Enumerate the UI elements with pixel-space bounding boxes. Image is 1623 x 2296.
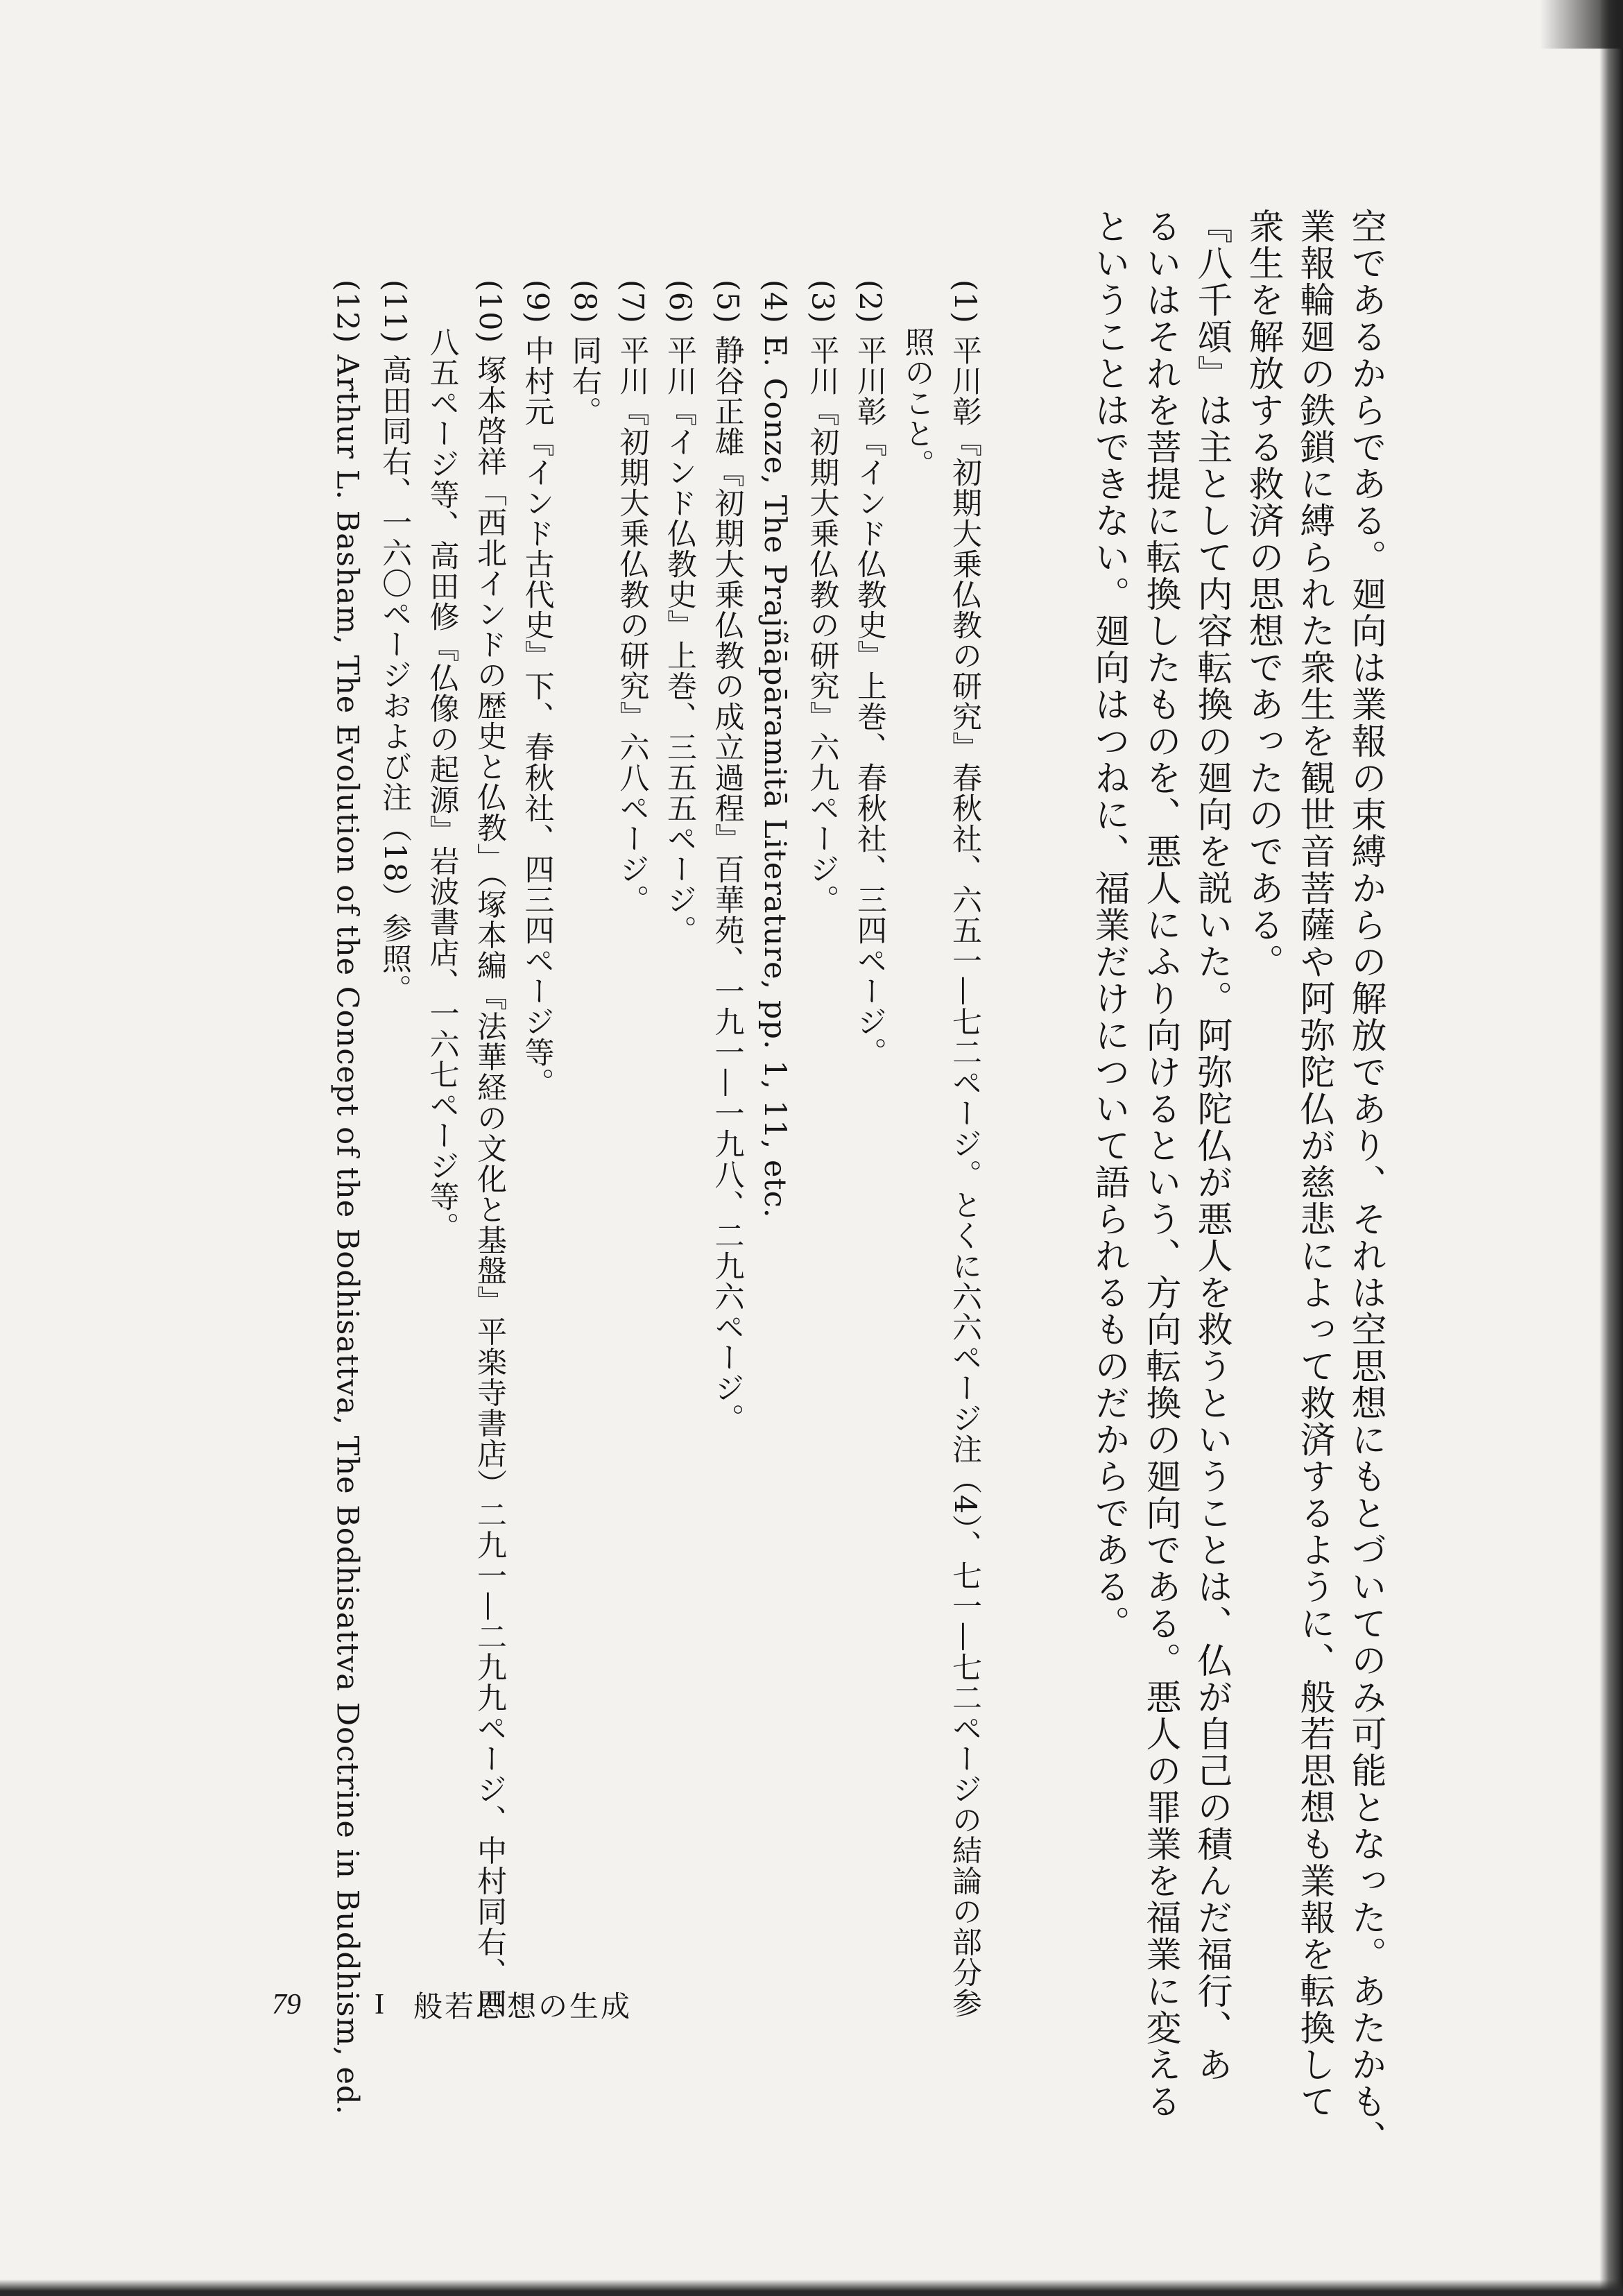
scan-edge-shadow-corner xyxy=(1540,0,1623,49)
running-title: 般若思想の生成 xyxy=(413,1989,633,2023)
endnote-text: 平川『初期大乗仏教の研究』六九ページ。 xyxy=(805,334,840,915)
main-text xyxy=(1083,208,1391,2157)
endnote xyxy=(798,280,846,1958)
body-line: るいはそれを菩提に転換したものを、悪人にふり向けるという、方向転換の廻向である。悪人の罪業を福業に変える xyxy=(1140,208,1180,2120)
endnote-text: Arthur L. Basham, The Evolution of the Concept of the Bodhisattva, The Bodhisattva Doctrine in Buddhism, ed. xyxy=(329,354,365,2116)
endnote-continuation: 照のこと。 xyxy=(900,327,935,479)
endnote-number: (12) xyxy=(329,280,365,344)
endnote-text: 高田同右、一六〇ページおよび注（18）参照。 xyxy=(377,354,412,1004)
endnote xyxy=(323,280,371,2116)
endnote-number: (5) xyxy=(710,280,745,324)
endnote-number: (2) xyxy=(852,280,887,324)
endnote-number: (9) xyxy=(519,280,555,324)
endnote xyxy=(513,280,561,1958)
endnote xyxy=(656,280,704,1958)
endnote-number: (11) xyxy=(377,280,412,344)
body-line: 衆生を解放する救済の思想であったのである。 xyxy=(1242,208,1283,980)
endnote xyxy=(941,280,989,2019)
endnote-continuation: 八五ページ等、高田修『仏像の起源』岩波書店、一六七ページ等。 xyxy=(424,327,460,1242)
endnote xyxy=(846,280,894,1958)
running-footer xyxy=(272,1984,632,2025)
endnote-text: 平川彰『インド仏教史』上巻、春秋社、三四ページ。 xyxy=(852,334,887,1068)
endnote-text: 平川『初期大乗仏教の研究』六八ページ。 xyxy=(615,334,650,915)
endnote-text: E. Conze, The Prajñāpāramitā Literature, pp. 1, 11, etc. xyxy=(757,334,792,1219)
endnote-text: 同右。 xyxy=(567,334,602,427)
part-number: I xyxy=(375,1989,384,2021)
endnote-number: (6) xyxy=(662,280,697,324)
endnote xyxy=(608,280,656,1958)
endnote xyxy=(561,280,609,1958)
page-number: 79 xyxy=(272,1989,301,2021)
endnote-number: (8) xyxy=(567,280,602,324)
endnote xyxy=(466,280,514,2019)
endnote xyxy=(751,280,799,1958)
endnote xyxy=(371,280,419,1958)
endnote xyxy=(703,280,751,1958)
scan-edge-shadow-bottom xyxy=(0,2279,1623,2296)
endnote-number: (10) xyxy=(472,280,507,344)
endnote-number: (1) xyxy=(947,280,982,324)
endnote-text: 平川『インド仏教史』上巻、三五五ページ。 xyxy=(662,334,697,945)
body-line: 『八千頌』は主として内容転換の廻向を説いた。阿弥陀仏が悪人を救うということは、仏が自己の積んだ福行、あ xyxy=(1191,208,1232,2083)
body-line: ということはできない。廻向はつねに、福業だけについて語られるものだからである。 xyxy=(1088,208,1129,1642)
scan-edge-shadow-right xyxy=(1599,0,1623,2296)
endnote-text: 塚本啓祥「西北インドの歴史と仏教」（塚本編『法華経の文化と基盤』平楽寺書店）二九一—二九九ページ、中村同右、四 xyxy=(472,354,507,2019)
endnote-text: 平川彰『初期大乗仏教の研究』春秋社、六五一—七二ページ。とくに六六ページ注（4）、七一—七二ページの結論の部分参 xyxy=(947,334,982,2019)
endnote-number: (3) xyxy=(805,280,840,324)
body-line: 業報輪廻の鉄鎖に縛られた衆生を観世音菩薩や阿弥陀仏が慈悲によって救済するように、般若思想も業報を転換して xyxy=(1294,208,1334,2120)
endnote-number: (4) xyxy=(757,280,792,324)
endnote-text: 静谷正雄『初期大乗仏教の成立過程』百華苑、一九一—一九八、二九六ページ。 xyxy=(710,334,745,1434)
endnote-number: (7) xyxy=(615,280,650,324)
body-line: 空であるからである。廻向は業報の束縛からの解放であり、それは空思想にもとづいてのみ可能となった。あたかも、 xyxy=(1345,208,1386,2157)
endnote-text: 中村元『インド古代史』下、春秋社、四三四ページ等。 xyxy=(519,334,555,1098)
